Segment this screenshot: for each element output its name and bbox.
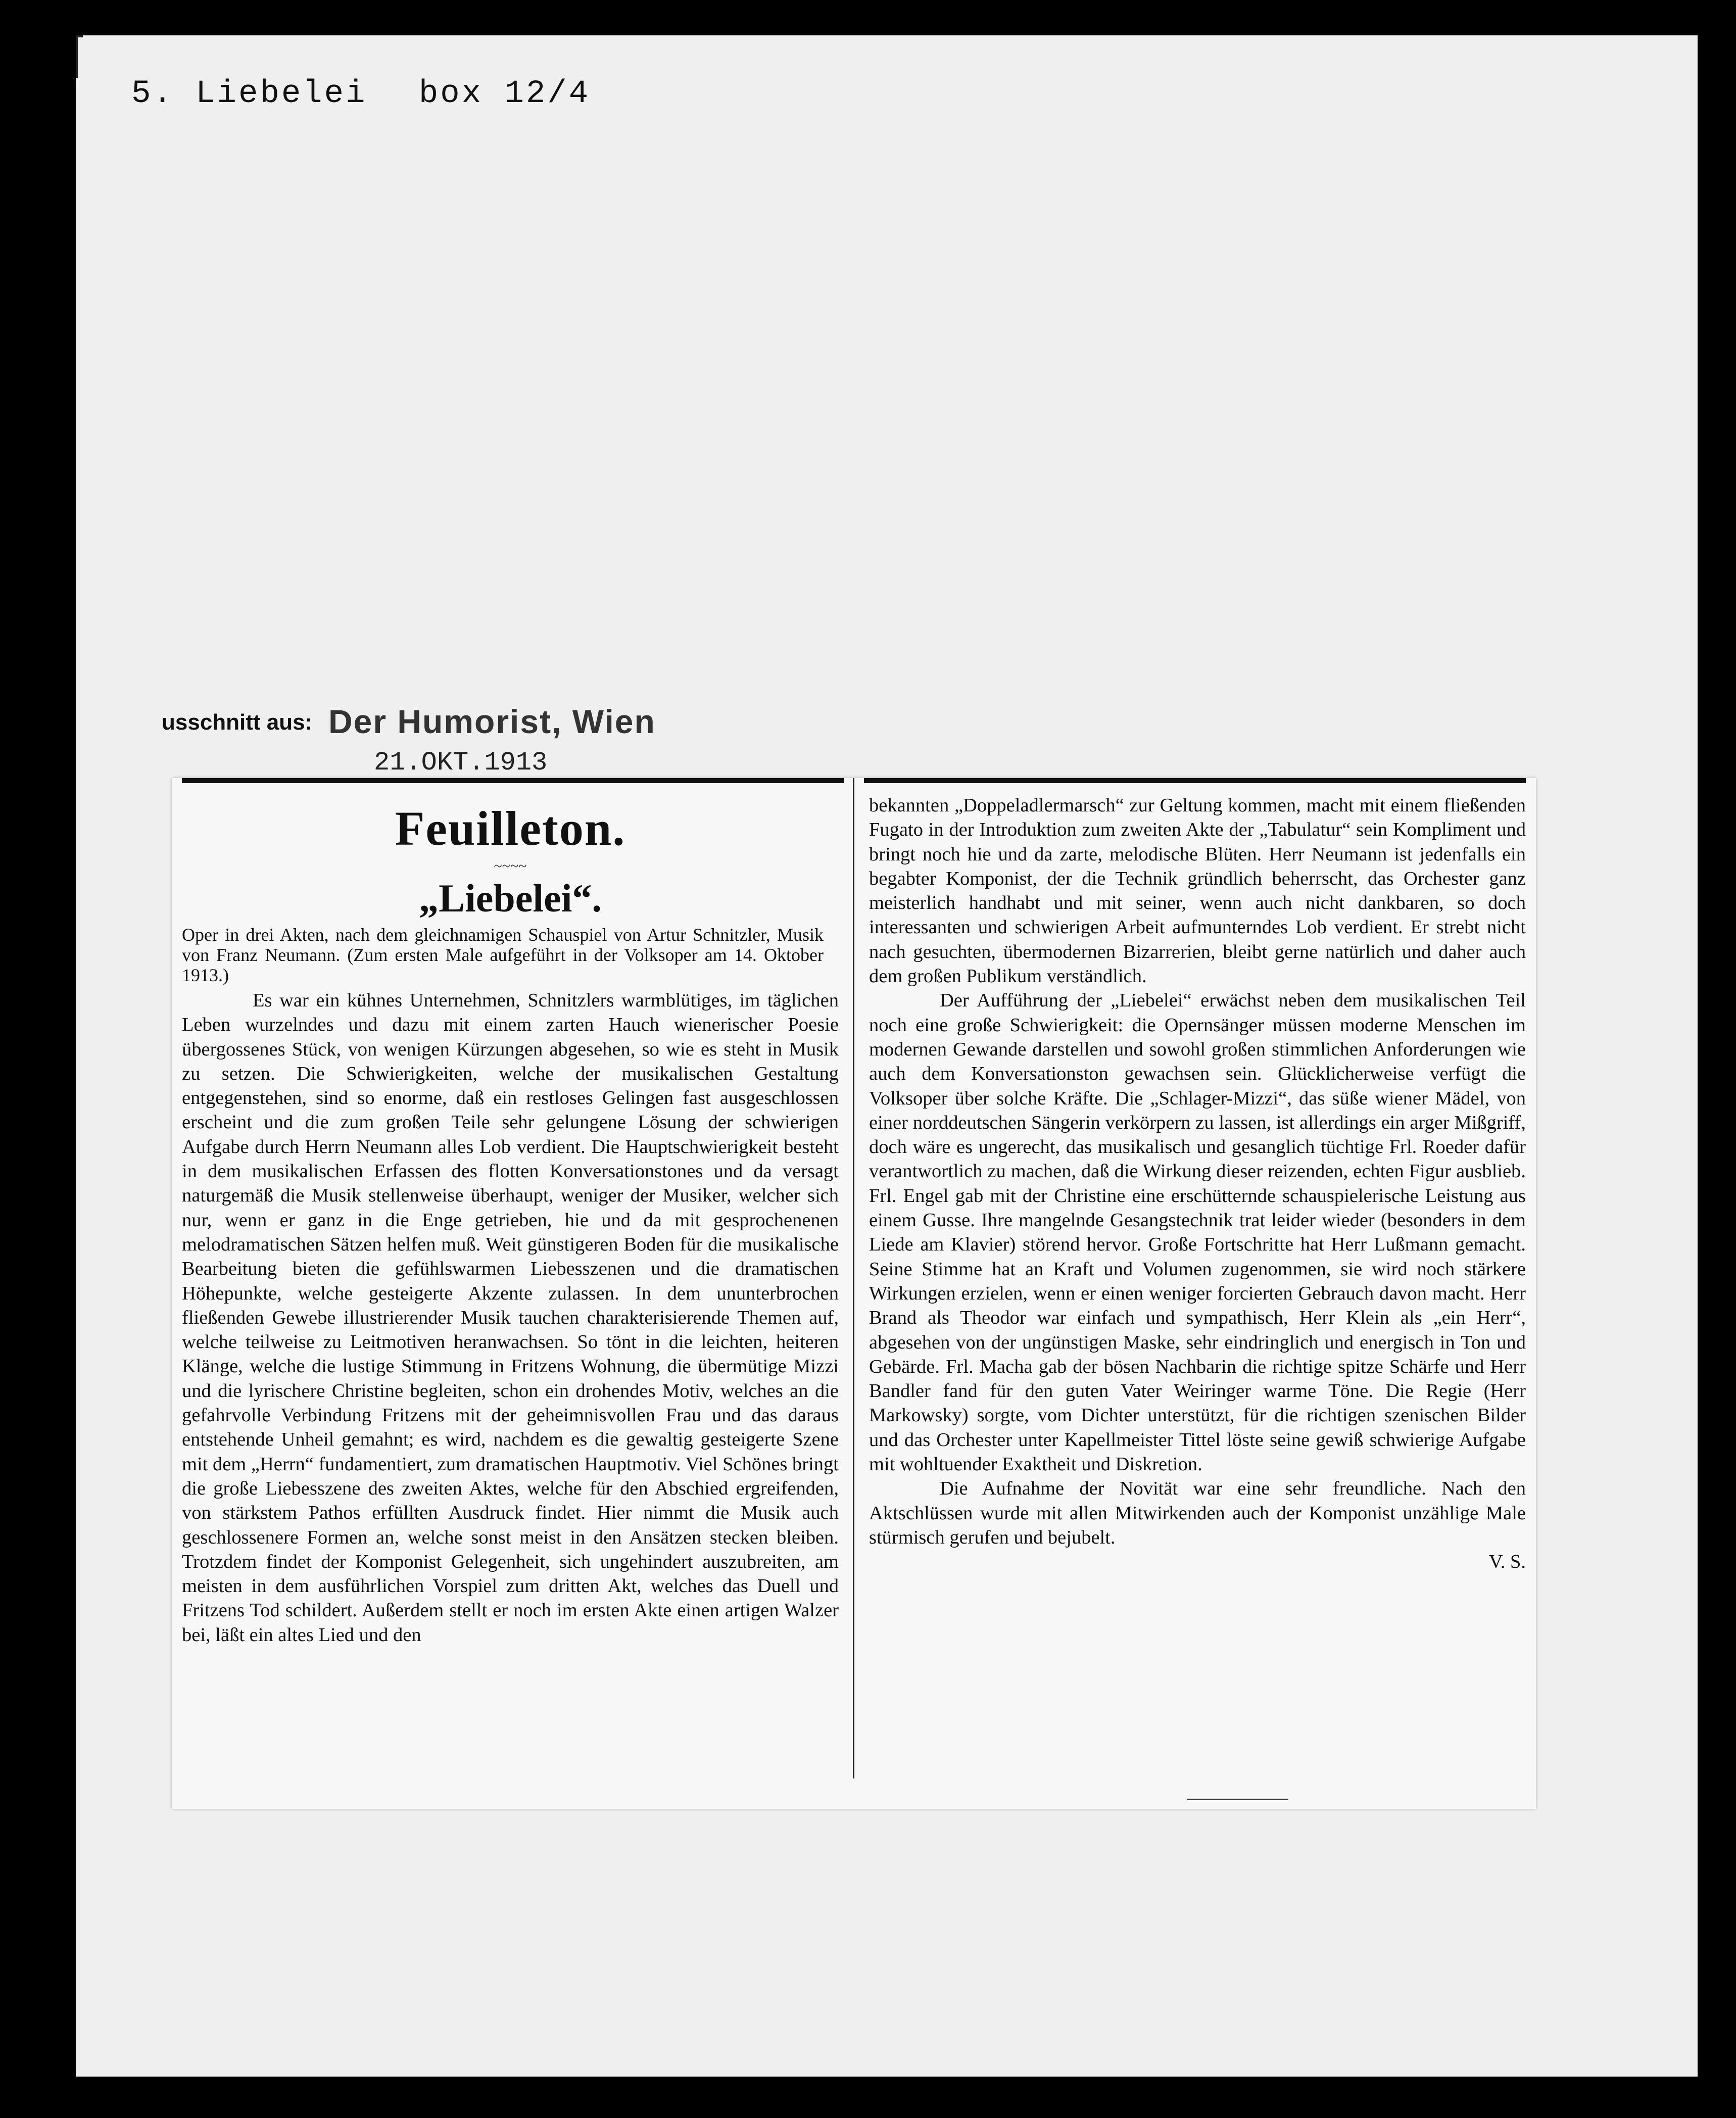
stamp-label: usschnitt aus: bbox=[162, 710, 313, 735]
section-title: Feuilleton. bbox=[395, 801, 626, 855]
article-paper bbox=[172, 778, 1536, 1809]
paragraph-text: Es war ein kühnes Unternehmen, Schnitzlers warmblütiges, im täglichen Leben wurzelndes und dazu mit einem zarten Hauch wienerischer Poesie übergossenes Stück, von wenigen Kürzungen abgesehen, so wie es steht in Musik zu setzen. Die Schwierigkeiten, welche der musikalischen Gestaltung entgegenstehen, sind so enorme, daß ein restloses Gelingen fast ausgeschlossen erscheint und die zum großen Teile sehr gelungene Lösung der schwierigen Aufgabe durch Herrn Neumann alles Lob verdient. Die Hauptschwierigkeit besteht in dem musikalischen Erfassen des flotten Konversationstones und da versagt naturgemäß die Musik stellenweise überhaupt, weniger der Musiker, welcher sich nur, wenn er ganz in die Enge getrieben, hie und da mit gesprochenenen melodramatischen Sätzen helfen muß. Weit günstigeren Boden für die musikalische Bearbeitung bieten die gefühlswarmen Liebesszenen und die dramatischen Höhepunkte, welche gesteigerte Akzente zulassen. In dem ununterbrochen fließenden Gewebe illustrierender Musik tauchen charakterisierende Themen auf, welche teilweise zu Leitmotiven heranwachsen. So tönt in die leichten, heiteren Klänge, welche die lustige Stimmung in Fritzens Wohnung, die übermütige Mizzi und die lyrischere Christine begleiten, schon ein drohendes Motiv, welches an die gefahrvolle Verbindung Fritzens mit der geheimnisvollen Frau und das daraus entstehende Unheil gemahnt; es wird, nachdem es die gewaltig gesteigerte Szene mit dem „Herrn“ fundamentiert, zum dramatischen Hauptmotiv. Viel Schönes bringt die große Liebesszene des zweiten Aktes, welche für den Abschied ergreifenden, von stärkstem Pathos erfüllten Ausdruck findet. Hier nimmt die Musik auch geschlossenere Formen an, welche sonst meist in den Ansätzen stecken bleiben. Trotzdem findet der Komponist Gelegenheit, sich ungehindert auszubreiten, am meisten in dem ausführlichen Vorspiel zum dritten Akt, welches das Duell und Fritzens Tod schildert. Außerdem stellt er noch im ersten Akte einen artigen Walzer bei, läßt ein altes Lied und den bbox=[182, 990, 839, 1646]
article-paragraph bbox=[869, 793, 1526, 988]
article-subtitle: Oper in drei Akten, nach dem gleichnamigen Schauspiel von Artur Schnitzler, Musik von Franz Neumann. (Zum ersten Male aufgeführt in der Volksoper am 14. Oktober 1913.) bbox=[182, 925, 824, 985]
file-box-label: box 12/4 bbox=[418, 76, 591, 112]
stamp-date: 21.OKT.1913 bbox=[374, 748, 548, 778]
header-corner-mark bbox=[76, 35, 83, 78]
clipping-stamp bbox=[162, 662, 768, 778]
article-paragraph bbox=[869, 1476, 1526, 1550]
stamp-source: Der Humorist, Wien bbox=[328, 703, 656, 740]
file-item-label: 5. Liebelei bbox=[131, 76, 367, 112]
column-divider bbox=[853, 778, 854, 1778]
article-column-left bbox=[182, 793, 839, 1647]
article-paragraph bbox=[869, 988, 1526, 1476]
top-rule-right bbox=[864, 778, 1526, 783]
paragraph-text: Die Aufnahme der Novität war eine sehr freundliche. Nach den Aktschlüssen wurde mit allen Mitwirkenden auch der Komponist unzählige Male stürmisch gerufen und bejubelt. bbox=[869, 1478, 1526, 1548]
paragraph-text: Der Aufführung der „Liebelei“ erwächst neben dem musikalischen Teil noch eine große Schwierigkeit: die Opernsänger müssen moderne Menschen im modernen Gewande darstellen und sowohl großen stimmlichen Anforderungen wie auch dem Konversationston gewachsen sein. Glücklicherweise verfügt die Volksoper über solche Kräfte. Die „Schlager-Mizzi“, das süße wiener Mädel, von einer norddeutschen Sängerin verkörpern zu lassen, ist allerdings ein arger Mißgriff, doch wäre es ungerecht, das musikalisch und gesanglich tüchtige Frl. Roeder dafür verantwortlich zu machen, daß die Wirkung dieser reizenden, echten Figur ausblieb. Frl. Engel gab mit der Christine eine erschütternde schauspielerische Leistung aus einem Gusse. Ihre mangelnde Gesangstechnik trat leider wieder (besonders in dem Liede am Klavier) störend hervor. Große Fortschritte hat Herr Lußmann gemacht. Seine Stimme hat an Kraft und Volumen zugenommen, sie wird noch stärkere Wirkungen erzielen, wenn er einen weniger forcierten Gebrauch davon macht. Herr Brand als Theodor war einfach und sympathisch, Herr Klein als „ein Herr“, abgesehen von der ungünstigen Maske, sehr eindringlich und energisch in Ton und Gebärde. Frl. Macha gab der bösen Nachbarin die richtige spitze Schärfe und Herr Bandler fand für den guten Vater Weiringer warme Töne. Die Regie (Herr Markowsky) sorgte, vom Dichter unterstützt, für die richtigen szenischen Bilder und das Orchester unter Kapellmeister Tittel löste seine gewiß schwierige Aufgabe mit wohltuender Exaktheit und Diskretion. bbox=[869, 990, 1526, 1475]
newspaper-clipping bbox=[162, 662, 1637, 1834]
article-signature: V. S. bbox=[1488, 1551, 1526, 1573]
article-column-right bbox=[869, 793, 1526, 1574]
article-paragraph bbox=[182, 988, 839, 1647]
paragraph-text: bekannten „Doppeladlermarsch“ zur Geltung kommen, macht mit einem fließenden Fugato in der Introduktion zum zweiten Akte der „Tabulatur“ sein Kompliment und bringt noch hie und da zarte, melodische Blüten. Herr Neumann ist jedenfalls ein begabter Komponist, der die Technik gründlich beherrscht, das Orchester ganz meisterlich handhabt und mit seiner, wenn auch nicht dankbaren, so doch interessanten und schwierigen Arbeit aufmunterndes Lob verdient. Er strebt nicht nach gesuchten, übermodernen Bizarrerien, bleibt gerne natürlich und daher auch dem großen Publikum verständlich. bbox=[869, 795, 1526, 987]
file-header bbox=[131, 76, 590, 112]
end-rule bbox=[1187, 1799, 1288, 1800]
article-title: „Liebelei“. bbox=[419, 876, 602, 920]
archive-sheet bbox=[76, 35, 1698, 2077]
top-rule-left bbox=[182, 778, 844, 783]
title-ornament: ~~~~ bbox=[494, 858, 527, 875]
